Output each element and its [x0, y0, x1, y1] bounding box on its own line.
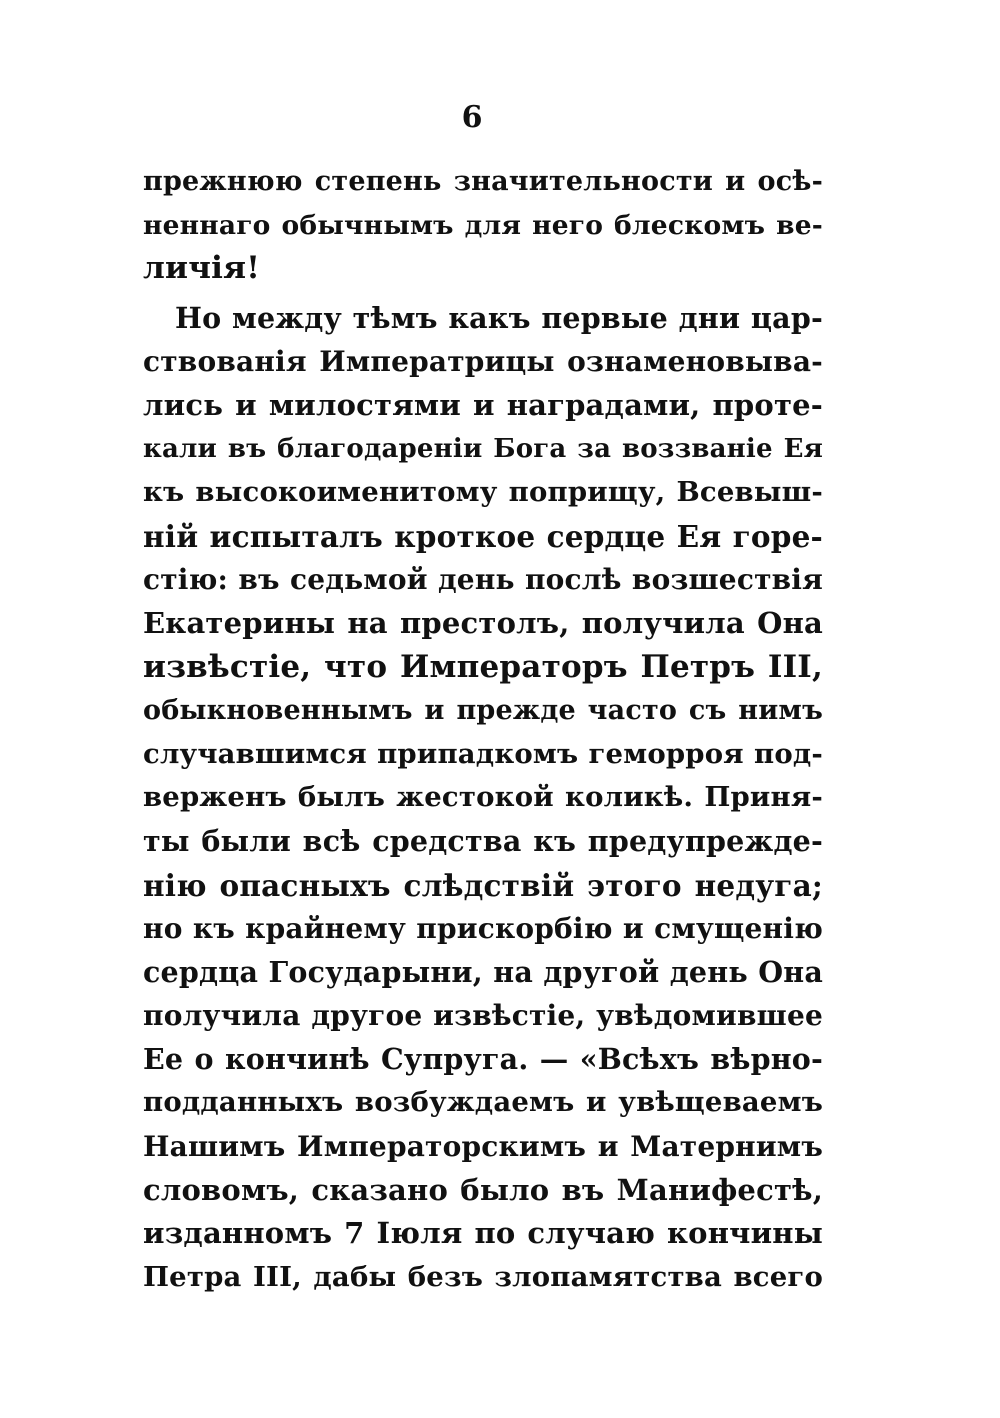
text-line: личія! [143, 250, 261, 287]
page-number: 6 [461, 100, 483, 135]
text-line: нію опасныхъ слѣдствій этого недуга; [143, 867, 823, 903]
text-line: верженъ былъ жестокой коликѣ. Приня- [143, 781, 823, 814]
text-line: обыкновеннымъ и прежде часто съ нимъ [143, 695, 823, 727]
text-line: Екатерины на престолъ, получила Она [143, 605, 823, 640]
text-line: стію: въ седьмой день послѣ возшествія [143, 563, 823, 597]
text-line: сердца Государыни, на другой день Она [143, 954, 823, 989]
text-line: кали въ благодареніи Бога за воззваніе Ея [143, 433, 823, 464]
text-line: Но между тѣмъ какъ первые дни цар- [175, 300, 823, 335]
text-line: къ высокоименитому поприщу, Всевыш- [143, 476, 823, 509]
text-line: прежнюю степень значительности и осѣ- [143, 166, 823, 197]
text-line: но къ крайнему прискорбію и смущенію [143, 912, 823, 946]
text-line: подданныхъ возбуждаемъ и увѣщеваемъ [143, 1086, 823, 1119]
text-line: Петра III, дабы безъ злопамятства всего [143, 1260, 823, 1293]
paragraph [143, 160, 823, 291]
paragraph [143, 297, 823, 1300]
body-text [143, 160, 823, 1299]
text-line: словомъ, сказано было въ Манифестѣ, [143, 1172, 823, 1207]
text-line: Ее о кончинѣ Супруга. — «Всѣхъ вѣрно- [143, 1041, 823, 1076]
text-line: неннаго обычнымъ для него блескомъ ве- [143, 209, 823, 241]
text-line: извѣстіе, что Императоръ Петръ III, [143, 648, 823, 685]
text-line: Нашимъ Императорскимъ и Матернимъ [143, 1130, 823, 1164]
text-line: ній испыталъ кроткое сердце Ея горе- [143, 518, 823, 554]
text-line: лись и милостями и наградами, проте- [143, 387, 823, 422]
text-line: ты были всѣ средства къ предупрежде- [143, 823, 823, 858]
text-line: ствованія Императрицы ознаменовыва- [143, 345, 823, 379]
text-line: получила другое извѣстіе, увѣдомившее [143, 999, 823, 1033]
text-line: изданномъ 7 Іюля по случаю кончины [143, 1216, 823, 1251]
text-line: случавшимся припадкомъ геморроя под- [143, 737, 823, 770]
